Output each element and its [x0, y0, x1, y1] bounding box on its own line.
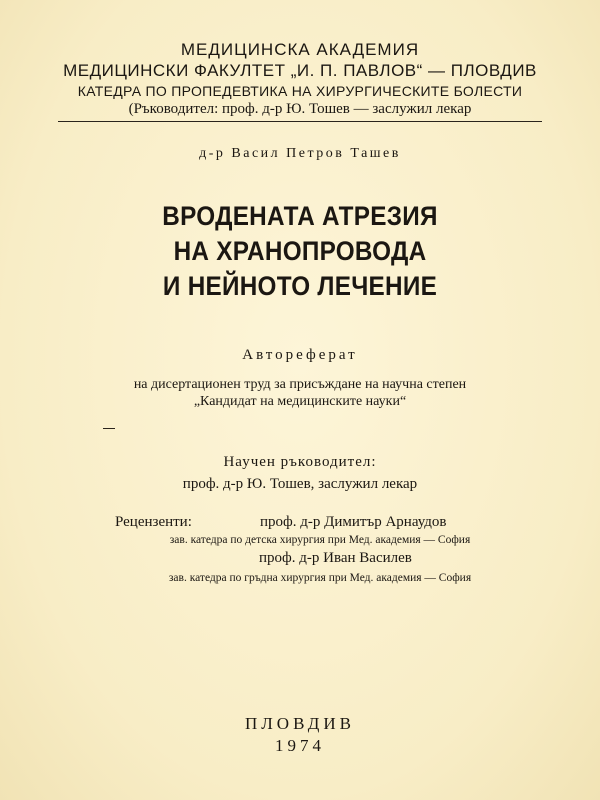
header-divider: [58, 121, 542, 122]
header-head: (Ръководител: проф. д-р Ю. Тошев — заслужил лекар: [128, 101, 472, 117]
abstract-description-2: „Кандидат на медицинските науки“: [193, 394, 407, 409]
reviewer-2-affiliation: зав. катедра по гръдна хирургия при Мед. академия — София: [168, 572, 472, 584]
header-faculty: МЕДИЦИНСКИ ФАКУЛТЕТ „И. П. ПАВЛОВ“ — ПЛОВДИВ: [63, 61, 537, 80]
title-line-1: ВРОДЕНАТА АТРЕЗИЯ: [162, 201, 438, 231]
reviewer-1-affiliation: зав. катедра по детска хирургия при Мед. академия — София: [169, 534, 471, 546]
reviewers-label: Рецензенти:: [115, 514, 192, 530]
reviewer-2-name: проф. д-р Иван Василев: [259, 550, 412, 566]
supervisor-label: Научен ръководител:: [223, 454, 377, 470]
imprint-city: ПЛОВДИВ: [245, 714, 355, 733]
imprint-year: 1974: [275, 736, 325, 755]
reviewer-1-name: проф. д-р Димитър Арнаудов: [260, 514, 447, 530]
author-name: д-р Васил Петров Ташев: [199, 146, 401, 161]
header-department: КАТЕДРА ПО ПРОПЕДЕВТИКА НА ХИРУРГИЧЕСКИТЕ БОЛЕСТИ: [77, 83, 523, 99]
title-line-3: И НЕЙНОТО ЛЕЧЕНИЕ: [162, 271, 438, 301]
header-academy: МЕДИЦИНСКА АКАДЕМИЯ: [180, 40, 420, 59]
title-line-2: НА ХРАНОПРОВОДА: [173, 236, 427, 266]
supervisor-name: проф. д-р Ю. Тошев, заслужил лекар: [182, 476, 418, 492]
abstract-label: Автореферат: [242, 347, 358, 363]
dash-mark: [103, 428, 115, 429]
abstract-description-1: на дисертационен труд за присъждане на научна степен: [133, 377, 467, 392]
